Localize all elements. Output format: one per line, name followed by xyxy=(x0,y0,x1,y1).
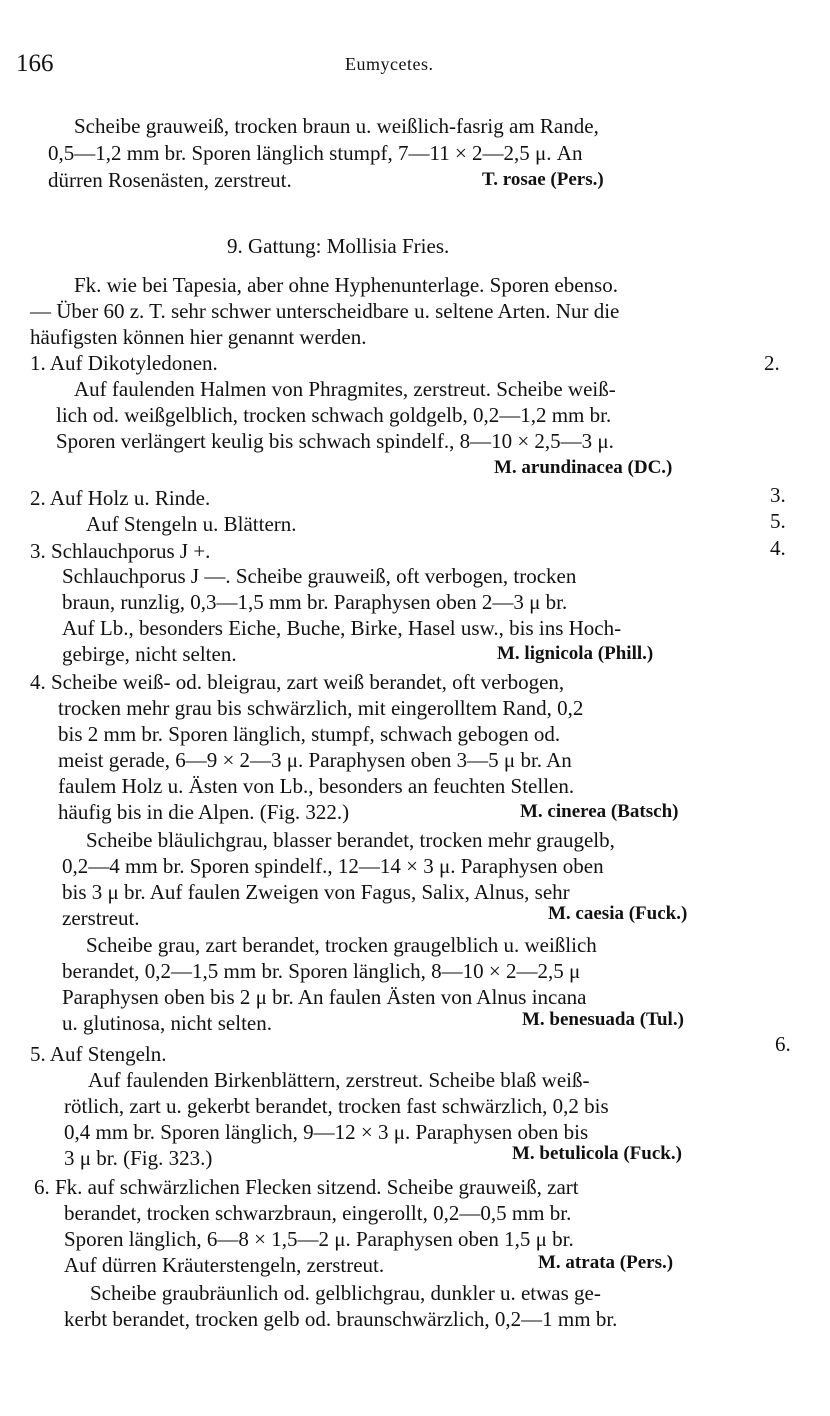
text-line: Auf faulenden Birkenblättern, zerstreut. Scheibe blaß weiß- xyxy=(88,1068,590,1092)
text-line: Scheibe grau, zart berandet, trocken graugelblich u. weißlich xyxy=(86,933,597,957)
text-line: — Über 60 z. T. sehr schwer unterscheidbare u. seltene Arten. Nur die xyxy=(30,299,620,323)
text-line: 0,4 mm br. Sporen länglich, 9—12 × 3 μ. Paraphysen oben bis xyxy=(64,1120,589,1144)
text-line: meist gerade, 6—9 × 2—3 μ. Paraphysen oben 3—5 μ br. An xyxy=(58,748,572,772)
species-name: M. atrata (Pers.) xyxy=(538,1252,674,1273)
key-lead: 5. xyxy=(770,509,786,533)
key-lead: 6. xyxy=(775,1032,791,1056)
text-line: 3 μ br. (Fig. 323.) xyxy=(64,1146,213,1170)
running-title: Eumycetes. xyxy=(345,54,434,74)
text-line: Fk. wie bei Tapesia, aber ohne Hyphenunterlage. Sporen ebenso. xyxy=(74,273,618,297)
text-line: Auf dürren Kräuterstengeln, zerstreut. xyxy=(64,1253,385,1277)
text-line: Scheibe grauweiß, trocken braun u. weißlich-fasrig am Rande, xyxy=(74,114,599,138)
species-name: T. rosae (Pers.) xyxy=(482,169,604,190)
key-lead: 3. xyxy=(770,483,786,507)
text-line: lich od. weißgelblich, trocken schwach goldgelb, 0,2—1,2 mm br. xyxy=(56,403,612,427)
text-line: bis 3 μ br. Auf faulen Zweigen von Fagus, Salix, Alnus, sehr xyxy=(62,880,570,904)
text-line: rötlich, zart u. gekerbt berandet, trocken fast schwärzlich, 0,2 bis xyxy=(64,1094,609,1118)
text-line: 0,2—4 mm br. Sporen spindelf., 12—14 × 3 μ. Paraphysen oben xyxy=(62,854,604,878)
key-couplet: 3. Schlauchporus J +. xyxy=(30,539,211,563)
text-line: zerstreut. xyxy=(62,906,140,930)
text-line: kerbt berandet, trocken gelb od. braunschwärzlich, 0,2—1 mm br. xyxy=(64,1307,618,1331)
text-line: braun, runzlig, 0,3—1,5 mm br. Paraphysen oben 2—3 μ br. xyxy=(62,590,568,614)
species-name: M. arundinacea (DC.) xyxy=(494,457,673,478)
key-couplet: 5. Auf Stengeln. xyxy=(30,1042,167,1066)
text-line: trocken mehr grau bis schwärzlich, mit eingerolltem Rand, 0,2 xyxy=(58,696,584,720)
text-line: faulem Holz u. Ästen von Lb., besonders an feuchten Stellen. xyxy=(58,774,575,798)
text-line: häufigsten können hier genannt werden. xyxy=(30,325,367,349)
text-line: häufig bis in die Alpen. (Fig. 322.) xyxy=(58,800,350,824)
text-line: Schlauchporus J —. Scheibe grauweiß, oft verbogen, trocken xyxy=(62,564,577,588)
page-number: 166 xyxy=(16,50,54,77)
species-name: M. cinerea (Batsch) xyxy=(520,801,679,822)
text-line: gebirge, nicht selten. xyxy=(62,642,237,666)
genus-heading: 9. Gattung: Mollisia Fries. xyxy=(227,234,450,258)
species-name: M. caesia (Fuck.) xyxy=(548,903,688,924)
text-line: bis 2 mm br. Sporen länglich, stumpf, schwach gebogen od. xyxy=(58,722,561,746)
species-name: M. benesuada (Tul.) xyxy=(522,1009,684,1030)
text-line: Auf Lb., besonders Eiche, Buche, Birke, Hasel usw., bis ins Hoch- xyxy=(62,616,622,640)
text-line: 0,5—1,2 mm br. Sporen länglich stumpf, 7—11 × 2—2,5 μ. An xyxy=(48,141,583,165)
text-line: berandet, 0,2—1,5 mm br. Sporen länglich, 8—10 × 2—2,5 μ xyxy=(62,959,581,983)
species-name: M. lignicola (Phill.) xyxy=(497,643,654,664)
key-couplet: 6. Fk. auf schwärzlichen Flecken sitzend. Scheibe grauweiß, zart xyxy=(34,1175,579,1199)
text-line: u. glutinosa, nicht selten. xyxy=(62,1011,272,1035)
key-couplet: 4. Scheibe weiß- od. bleigrau, zart weiß berandet, oft verbogen, xyxy=(30,670,565,694)
key-lead: 4. xyxy=(770,536,786,560)
species-name: M. betulicola (Fuck.) xyxy=(512,1143,682,1164)
text-line: Sporen verlängert keulig bis schwach spindelf., 8—10 × 2,5—3 μ. xyxy=(56,429,614,453)
text-line: dürren Rosenästen, zerstreut. xyxy=(48,168,292,192)
text-line: berandet, trocken schwarzbraun, eingerollt, 0,2—0,5 mm br. xyxy=(64,1201,572,1225)
text-line: Sporen länglich, 6—8 × 1,5—2 μ. Paraphysen oben 1,5 μ br. xyxy=(64,1227,574,1251)
text-line: Paraphysen oben bis 2 μ br. An faulen Ästen von Alnus incana xyxy=(62,985,587,1009)
key-lead: 2. xyxy=(764,351,780,375)
key-couplet: Auf Stengeln u. Blättern. xyxy=(86,512,297,536)
text-line: Auf faulenden Halmen von Phragmites, zerstreut. Scheibe weiß- xyxy=(74,377,616,401)
key-couplet: 2. Auf Holz u. Rinde. xyxy=(30,486,211,510)
text-line: Scheibe graubräunlich od. gelblichgrau, dunkler u. etwas ge- xyxy=(90,1281,601,1305)
key-couplet: 1. Auf Dikotyledonen. xyxy=(30,351,218,375)
text-line: Scheibe bläulichgrau, blasser berandet, trocken mehr graugelb, xyxy=(86,828,615,852)
